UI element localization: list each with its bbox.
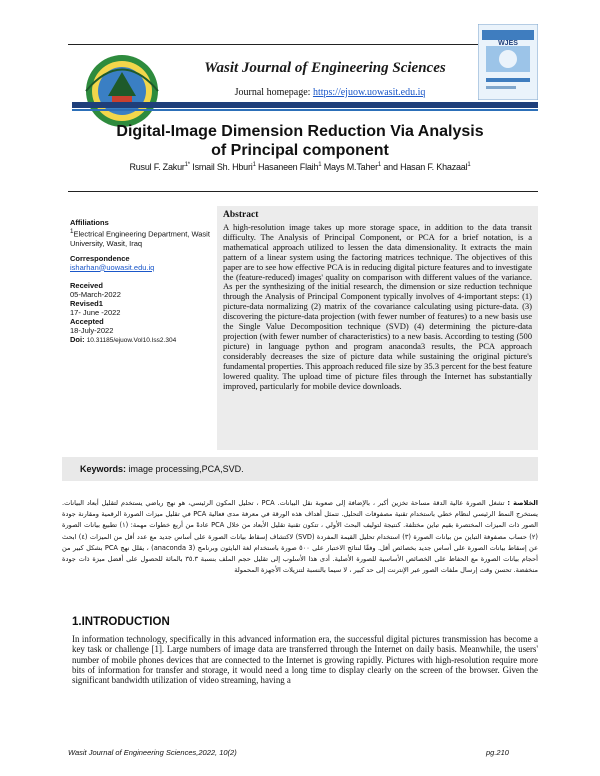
revised-date: 17- June -2022 [70, 307, 121, 317]
author-name: Mays M.Taher [323, 162, 378, 172]
abstract-text: A high-resolution image takes up more storage space, in addition to the data transit difficulty. The Analysis of Principal Component, or PCA for a brief notation, is a mathematical approach utilized to lessen the data dimensionality. It extracts the main pattern of a linear system using the factoring matrices technique. The objectives of this paper are to see how effective PCA is in reducing digital picture features and to investigate the (feature-reduced) images' quality on comparison with different values of the variance. As per the synthesizing of the initial research, the dimension or size reduction technique through the Analysis of Principal Component typically involves of 4-important steps: (1) picture-data normalizing (2) matrix of the covariance calculating using picture-data. (3) discovering the picture-data projection (with fewer number of features) to a new basis use the Single Value Decomposition technique (SVD) (4) determining the picture-data projection (with fewer number of characteristics) to a new basis. According to testing (500 picture) in language python and program anaconda3 results, the PCA approach considerably decreases the size of picture data while sustaining the original picture's fundamental properties. This approach reduced file size by 35.3 percent for the best feature lowered quality. The upload time of picture files through the Internet has substantially improved, particularly for mobile device downloads. [223, 222, 532, 391]
affiliation-sup: 1 [70, 228, 74, 235]
abstract-box [217, 206, 538, 450]
paper-title [60, 122, 540, 160]
accepted-date: 18-July-2022 [70, 325, 114, 335]
keywords-box [62, 457, 538, 481]
journal-homepage [190, 87, 470, 98]
footer-page-number: pg.210 [486, 748, 509, 757]
journal-cover-label: WJES [498, 40, 518, 47]
affiliation-value: Electrical Engineering Department, Wasit University, Wasit, Iraq [70, 229, 210, 248]
author-sup: 1 [467, 162, 471, 168]
author-name: Ismail Sh. Hburi [192, 162, 253, 172]
author-name: Rusul F. Zakur [129, 162, 185, 172]
arabic-abstract-text: تشغل الصورة عالية الدقة مساحة تخزين أكبر ، بالإضافة إلى صعوبة نقل البيانات. PCA ، تحليل المكون الرئيسي، هو نهج رياضي يستخدم لتقليل أبعاد البيانات. يستخرج النمط الرئيسي لنظام خطي باستخدام تقنية مصفوفات التحليل. تتمثل أهداف هذه الورقة في معرفة مدى فعالية PCA في تقليل ميزات الصورة الرقمية ومقارنة جودة الصور ذات الميزات المختصرة بقيم تباين مختلفة. كنتيجة لتوليف البحث الأولي ، تتكون تقنية تقليل الأبعاد من خلال PCA عادةً من أربع خطوات مهمة: (١) تطبيع بيانات الصورة (٢) حساب مصفوفة التباين من بيانات الصورة (٣) استخدام تحليل القيمة المفردة (SVD) لاكتشاف إسقاط بيانات الصورة على أساس جديد مع عدد أقل من الميزات (٤) ابحث عن إسقاط بيانات الصورة على أساس جديد بخصائص أقل. وفقًا لنتائج الاختبار على ٥٠٠ صورة باستخدام لغة البايثون وبرنامج (anaconda 3) ، يقلل نهج PCA بشكل كبير من أحجام بيانات الصورة مع الحفاظ على الخصائص الأساسية للصورة الأصلية. أدى هذا الأسلوب إلى تقليل حجم الملف بنسبة ٣٥.٣ بالمائة للحصول على أفضل ميزة ذات جودة منخفضة. تحسن وقت إرسال ملفات الصور عبر الإنترنت إلى حد كبير ، لا سيما بالنسبة لتنزيلات الأجهزة المحمولة [62, 499, 538, 575]
revised-label: Revised1 [70, 298, 103, 308]
author-sup: 1 [318, 162, 322, 168]
section-heading-introduction: 1.INTRODUCTION [72, 616, 170, 628]
author-name: Hasan F. Khazaal [400, 162, 468, 172]
received-label: Received [70, 280, 103, 290]
doi-label: Doi: [70, 334, 85, 344]
abstract-heading: Abstract [223, 210, 259, 220]
affiliations-label: Affiliations [70, 218, 109, 227]
header-band-accent [72, 109, 538, 111]
arabic-abstract-label: الخلاصة : [507, 499, 538, 507]
paper-title-line2: of Principal component [211, 142, 389, 159]
correspondence-label: Correspondence [70, 253, 130, 263]
author-name: Hasaneen Flaih [258, 162, 319, 172]
journal-cover-icon [478, 24, 538, 100]
accepted-label: Accepted [70, 316, 104, 326]
author-and: and [383, 162, 398, 172]
footer-citation: Wasit Journal of Engineering Sciences,2022, 10(2) [68, 748, 237, 757]
journal-title: Wasit Journal of Engineering Sciences [204, 60, 446, 76]
author-sup: 1 [377, 162, 382, 168]
doi-value: 10.31185/ejuow.Vol10.Iss2.304 [86, 336, 177, 344]
received-date: 05-March-2022 [70, 289, 121, 299]
article-info-sidebar [70, 212, 210, 345]
author-list [60, 162, 540, 172]
keywords-label: Keywords: [80, 464, 127, 474]
top-rule [68, 44, 538, 45]
paper-title-line1: Digital-Image Dimension Reduction Via Analysis [116, 123, 484, 140]
keywords-text: image processing,PCA,SVD. [128, 464, 244, 474]
title-rule [68, 191, 538, 192]
homepage-label: Journal homepage: [234, 87, 311, 98]
header-band [72, 102, 538, 108]
homepage-link[interactable]: https://ejuow.uowasit.edu.iq [312, 87, 426, 98]
author-sup: 1 [252, 162, 256, 168]
introduction-text: In information technology, specifically in this advanced information era, the successful digital pictures transmission has become a key task or challenge [1]. Large numbers of image data are transferred through the Internet on daily basis. Meanwhile, the users' number of mobile phones devices that are connected to the Internet is growing rapidly. Pictures with high-resolution require more bits of information for transfer and storage, it would need a long time to display clearly on the screen of the browser. Given the significant bandwidth utilization of video streaming, having a [72, 634, 538, 686]
university-logo-icon [72, 50, 172, 132]
affiliation-text [70, 227, 210, 248]
arabic-abstract [62, 498, 538, 576]
correspondence-email[interactable]: isharhan@uowasit.edu.iq [70, 262, 155, 272]
author-sup: 1* [184, 162, 190, 168]
doi-line [70, 335, 210, 345]
